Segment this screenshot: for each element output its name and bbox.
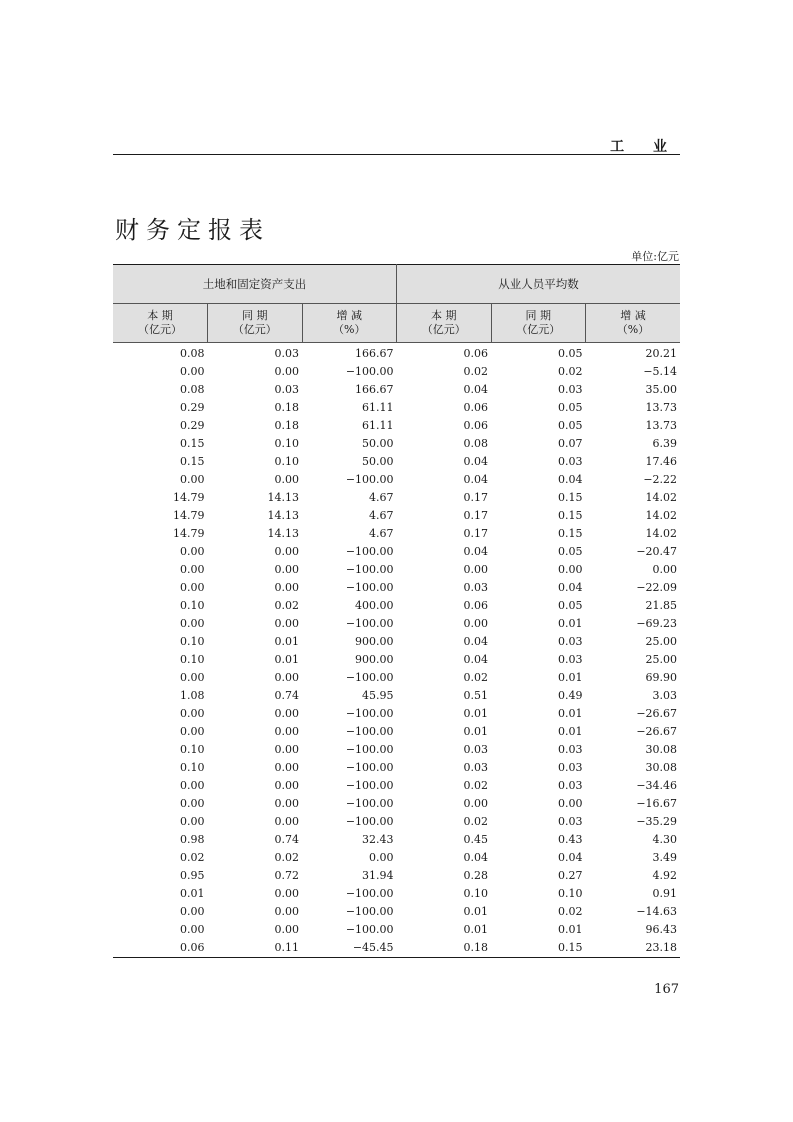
table-cell: 0.15 [180,455,205,468]
table-cell: 0.00 [274,671,299,684]
table-body [113,343,680,958]
table-cell: 400.00 [355,599,394,612]
financial-report-table [113,264,680,958]
table-cell: 14.13 [267,509,299,522]
table-row [113,597,680,615]
table-cell: 0.10 [274,437,299,450]
table-cell: −100.00 [345,743,394,756]
table-cell: 0.02 [274,599,299,612]
table-cell: 0.10 [558,887,583,900]
table-cell: 0.00 [274,779,299,792]
header-rule [113,154,680,155]
table-row [113,741,680,759]
table-cell: 20.21 [645,347,678,360]
table-row [113,885,680,903]
table-cell: 0.28 [463,869,489,882]
table-cell: 0.06 [463,347,489,360]
table-cell: 0.03 [558,653,583,666]
table-cell: −100.00 [345,797,394,810]
table-cell: −100.00 [345,725,394,738]
table-row [113,903,680,921]
table-cell: 0.00 [274,707,299,720]
table-cell: 35.00 [645,383,678,396]
table-cell: 4.92 [652,869,678,882]
table-cell: 0.18 [274,401,299,414]
table-cell: −100.00 [345,761,394,774]
table-cell: 0.00 [274,797,299,810]
table-cell: 0.00 [274,905,299,918]
table-cell: 17.46 [645,455,678,468]
group-header-avg-employees: 从业人员平均数 [397,265,681,304]
table-cell: 0.00 [274,761,299,774]
table-cell: 4.30 [652,833,678,846]
table-cell: 0.00 [274,725,299,738]
table-cell: 0.00 [274,743,299,756]
table-cell: −100.00 [345,815,394,828]
table-cell: 0.01 [463,725,489,738]
table-cell: 0.74 [274,689,299,702]
table-cell: 25.00 [645,635,678,648]
table-group-header-row [113,265,680,304]
table-cell: 0.05 [558,347,583,360]
table-cell: 0.00 [463,563,489,576]
table-row [113,543,680,561]
table-cell: 61.11 [362,401,394,414]
table-cell: 0.43 [558,833,583,846]
page-number: 167 [654,982,679,997]
table-cell: 3.49 [652,851,678,864]
table-cell: −14.63 [636,905,678,918]
table-cell: 0.00 [274,815,299,828]
table-cell: 0.04 [463,653,489,666]
table-cell: 0.51 [463,689,489,702]
table-cell: 0.00 [180,581,205,594]
table-cell: 0.02 [463,671,489,684]
table-row [113,525,680,543]
table-cell: 0.03 [463,761,489,774]
table-row [113,435,680,453]
table-cell: 0.29 [180,401,205,414]
table-column-header-row [113,304,680,343]
column-header-unit: （%） [616,323,650,336]
table-cell: −100.00 [345,473,394,486]
table-cell: 0.05 [558,401,583,414]
table-cell: 0.04 [463,473,489,486]
table-cell: 0.00 [180,473,205,486]
table-cell: 0.10 [180,599,205,612]
column-header-name: 本 期 [147,309,173,322]
table-row [113,651,680,669]
column-header [586,304,681,343]
table-row [113,687,680,705]
table-cell: 0.27 [558,869,583,882]
table-cell: 14.79 [173,491,205,504]
table-cell: −100.00 [345,563,394,576]
table-cell: 0.00 [180,545,205,558]
table-cell: 45.95 [362,689,394,702]
table-cell: 13.73 [645,419,678,432]
table-cell: 0.00 [369,851,394,864]
table-row [113,507,680,525]
table-cell: 0.15 [558,491,583,504]
table-cell: 0.29 [180,419,205,432]
table-cell: 0.01 [463,707,489,720]
table-cell: 0.02 [274,851,299,864]
column-header-name: 同 期 [525,309,552,322]
table-cell: −100.00 [345,617,394,630]
table-cell: 23.18 [586,939,681,958]
table-cell: 31.94 [362,869,394,882]
table-cell: 0.00 [180,671,205,684]
table-cell: 0.06 [113,939,208,958]
table-row [113,723,680,741]
column-header-name: 同 期 [242,309,268,322]
table-cell: 0.02 [180,851,205,864]
table-cell: 166.67 [355,383,394,396]
column-header [302,304,397,343]
column-header-unit: （亿元） [516,323,561,336]
table-cell: 0.01 [274,653,299,666]
column-header-name: 增 减 [620,309,646,322]
table-cell: 0.10 [463,887,489,900]
table-row [113,381,680,399]
table-cell: 4.67 [369,491,394,504]
table-cell: −69.23 [636,617,678,630]
table-cell: 0.00 [463,617,489,630]
column-header-unit: （亿元） [421,323,466,336]
table-cell: 0.03 [558,743,583,756]
table-cell: 0.04 [463,455,489,468]
table-cell: 0.01 [558,725,583,738]
table-cell: 3.03 [652,689,678,702]
table-cell: −100.00 [345,887,394,900]
table-cell: 14.02 [645,491,678,504]
table-cell: 0.01 [558,923,583,936]
table-cell: 14.13 [267,527,299,540]
table-cell: 0.00 [274,923,299,936]
table-cell: 0.03 [558,455,583,468]
table-cell: 900.00 [355,653,394,666]
table-cell: 0.18 [274,419,299,432]
table-row [113,705,680,723]
table-cell: 0.03 [274,347,299,360]
table-cell: −100.00 [345,923,394,936]
table-cell: −2.22 [643,473,678,486]
table-cell: 0.00 [180,779,205,792]
table-row [113,399,680,417]
table-cell: 0.74 [274,833,299,846]
table-cell: 0.17 [463,527,489,540]
table-cell: −100.00 [345,581,394,594]
table-cell: 0.00 [274,887,299,900]
table-cell: 14.13 [267,491,299,504]
table-row [113,669,680,687]
table-cell: 0.08 [180,347,205,360]
table-cell: 0.15 [491,939,586,958]
table-cell: 0.02 [558,905,583,918]
running-head-section: 工 业 [610,139,679,155]
column-header [397,304,492,343]
unit-note: 单位:亿元 [631,250,679,263]
table-row [113,921,680,939]
table-cell: 0.00 [180,923,205,936]
table-cell: 0.15 [558,509,583,522]
table-cell: −22.09 [636,581,678,594]
table-row [113,453,680,471]
table-cell: 0.05 [558,545,583,558]
table-cell: 0.00 [180,617,205,630]
table-cell: 0.03 [558,383,583,396]
table-row [113,417,680,435]
table-cell: 0.00 [180,815,205,828]
page-title: 财务定报表 [115,216,270,245]
table-row [113,867,680,885]
table-row [113,489,680,507]
table-row [113,579,680,597]
table-cell: 0.05 [558,599,583,612]
table-cell: 0.02 [463,365,489,378]
table-cell: 0.03 [558,779,583,792]
table-cell: 0.08 [180,383,205,396]
table-cell: 0.49 [558,689,583,702]
table-cell: 0.00 [274,473,299,486]
column-header-unit: （%） [333,323,366,336]
table-cell: 6.39 [652,437,678,450]
table-cell: 0.04 [463,851,489,864]
table-cell: −5.14 [643,365,678,378]
table-cell: −100.00 [345,365,394,378]
table-cell: 0.18 [397,939,492,958]
table-cell: 0.01 [463,923,489,936]
table-cell: 0.00 [274,545,299,558]
table-cell: 0.15 [180,437,205,450]
table-cell: 0.00 [558,563,583,576]
table-cell: −26.67 [636,725,678,738]
table-row [113,633,680,651]
column-header [113,304,208,343]
group-header-land-fixed-assets: 土地和固定资产支出 [113,265,397,304]
table-row [113,615,680,633]
table-cell: 4.67 [369,509,394,522]
table-cell: 0.07 [558,437,583,450]
table-cell: 0.03 [558,815,583,828]
table-cell: 0.03 [463,581,489,594]
column-header [208,304,303,343]
table-cell: −20.47 [636,545,678,558]
table-cell: 0.02 [558,365,583,378]
table-cell: −16.67 [636,797,678,810]
table-cell: 0.04 [558,581,583,594]
table-cell: 0.15 [558,527,583,540]
table-cell: 96.43 [645,923,678,936]
table-cell: 0.00 [180,707,205,720]
table-cell: 0.02 [463,815,489,828]
table-cell: 0.11 [208,939,303,958]
table-cell: 4.67 [369,527,394,540]
table-cell: 0.00 [180,797,205,810]
table-cell: 0.95 [180,869,205,882]
table-cell: 0.00 [558,797,583,810]
table-cell: 0.01 [180,887,205,900]
table-cell: 13.73 [645,401,678,414]
table-cell: −100.00 [345,707,394,720]
table-cell: −100.00 [345,671,394,684]
table-cell: 0.08 [463,437,489,450]
table-cell: 0.06 [463,401,489,414]
table-cell: 14.02 [645,527,678,540]
table-cell: 0.45 [463,833,489,846]
table-cell: 0.04 [463,383,489,396]
table-row [113,813,680,831]
table-cell: 0.72 [274,869,299,882]
table-cell: 0.10 [180,761,205,774]
table-row [113,363,680,381]
table-cell: 0.00 [274,617,299,630]
table-cell: 0.03 [558,635,583,648]
table-cell: 0.01 [463,905,489,918]
table-cell: 0.17 [463,491,489,504]
table-cell: −45.45 [302,939,397,958]
table-cell: −100.00 [345,779,394,792]
table-row [113,939,680,958]
table-cell: 0.01 [558,671,583,684]
table-cell: 0.10 [180,743,205,756]
table-cell: 0.03 [463,743,489,756]
table-cell: 0.05 [558,419,583,432]
table-cell: 0.10 [180,635,205,648]
table-cell: 0.98 [180,833,205,846]
table-row [113,849,680,867]
table-cell: 14.02 [645,509,678,522]
table-cell: 61.11 [362,419,394,432]
column-header-unit: （亿元） [138,323,182,336]
table-cell: 32.43 [362,833,394,846]
table-cell: 166.67 [355,347,394,360]
table-cell: −34.46 [636,779,678,792]
table-cell: 0.04 [463,635,489,648]
table-cell: 0.00 [180,725,205,738]
table-cell: 30.08 [645,743,678,756]
table-cell: 0.17 [463,509,489,522]
column-header-name: 增 减 [336,309,363,322]
table-cell: 900.00 [355,635,394,648]
table-cell: −35.29 [636,815,678,828]
table-cell: 0.00 [180,563,205,576]
table-cell: 0.00 [274,563,299,576]
column-header-unit: （亿元） [232,323,277,336]
table-row [113,759,680,777]
table-cell: 1.08 [180,689,205,702]
table-row [113,795,680,813]
table-cell: 0.00 [652,563,678,576]
table-cell: 14.79 [173,527,205,540]
table-cell: 0.06 [463,599,489,612]
table-cell: 0.04 [463,545,489,558]
table-cell: 0.01 [558,617,583,630]
table-cell: 0.00 [180,365,205,378]
table-cell: 14.79 [173,509,205,522]
table-cell: −100.00 [345,545,394,558]
table-cell: 0.01 [274,635,299,648]
table-cell: 0.04 [558,851,583,864]
table-cell: 0.06 [463,419,489,432]
table-cell: 0.00 [463,797,489,810]
table-row [113,471,680,489]
table-cell: 50.00 [362,437,394,450]
table-cell: 0.00 [274,365,299,378]
table-cell: 0.00 [274,581,299,594]
table-cell: 0.10 [274,455,299,468]
table-row [113,561,680,579]
table-cell: −26.67 [636,707,678,720]
table-row [113,777,680,795]
table-cell: −100.00 [345,905,394,918]
table-cell: 21.85 [645,599,678,612]
table-cell: 0.00 [180,905,205,918]
column-header-name: 本 期 [431,309,457,322]
table-cell: 0.02 [463,779,489,792]
table-cell: 25.00 [645,653,678,666]
table-cell: 0.10 [180,653,205,666]
table-cell: 69.90 [645,671,678,684]
table-cell: 30.08 [645,761,678,774]
table-cell: 50.00 [362,455,394,468]
table-cell: 0.91 [652,887,678,900]
table-row [113,831,680,849]
table-cell: 0.04 [558,473,583,486]
table-cell: 0.03 [274,383,299,396]
table-row [113,343,680,364]
column-header [491,304,586,343]
table-cell: 0.01 [558,707,583,720]
table-cell: 0.03 [558,761,583,774]
